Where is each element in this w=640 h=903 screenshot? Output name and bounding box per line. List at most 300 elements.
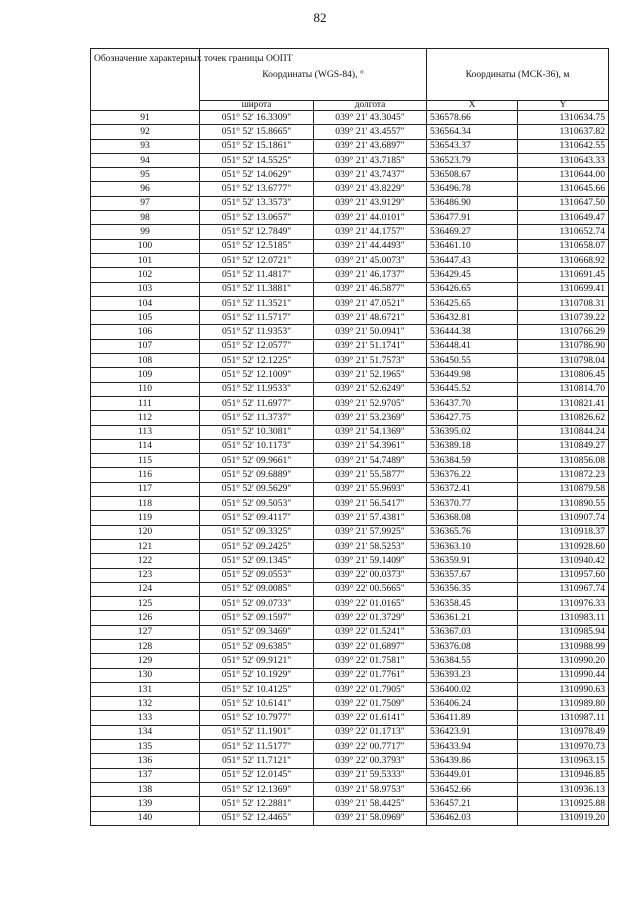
x-cell: 536432.81: [427, 311, 518, 325]
table-row: [91, 225, 609, 239]
point-number: 109: [91, 368, 200, 382]
header-longitude: долгота: [314, 101, 427, 111]
y-cell: 1310647.50: [518, 196, 609, 210]
table-row: [91, 511, 609, 525]
point-number: 104: [91, 296, 200, 310]
latitude-cell: 051° 52' 09.0733": [200, 597, 314, 611]
point-number: 133: [91, 711, 200, 725]
y-cell: 1310814.70: [518, 382, 609, 396]
table-row: [91, 168, 609, 182]
table-row: [91, 668, 609, 682]
table-row: [91, 454, 609, 468]
x-cell: 536384.55: [427, 654, 518, 668]
point-number: 112: [91, 411, 200, 425]
point-number: 105: [91, 311, 200, 325]
point-number: 103: [91, 282, 200, 296]
x-cell: 536365.76: [427, 525, 518, 539]
longitude-cell: 039° 21' 44.0101": [314, 211, 427, 225]
longitude-cell: 039° 21' 57.4381": [314, 511, 427, 525]
table-row: [91, 539, 609, 553]
x-cell: 536376.22: [427, 468, 518, 482]
table-row: [91, 125, 609, 139]
longitude-cell: 039° 21' 53.2369": [314, 411, 427, 425]
y-cell: 1310806.45: [518, 368, 609, 382]
longitude-cell: 039° 21' 54.1369": [314, 425, 427, 439]
point-number: 138: [91, 782, 200, 796]
point-number: 114: [91, 439, 200, 453]
latitude-cell: 051° 52' 11.6977": [200, 396, 314, 410]
table-row: [91, 525, 609, 539]
point-number: 97: [91, 196, 200, 210]
latitude-cell: 051° 52' 12.0145": [200, 768, 314, 782]
longitude-cell: 039° 21' 43.7437": [314, 168, 427, 182]
point-number: 134: [91, 725, 200, 739]
page-number: 82: [313, 10, 327, 25]
y-cell: 1310798.04: [518, 354, 609, 368]
latitude-cell: 051° 52' 09.9121": [200, 654, 314, 668]
table-row: [91, 239, 609, 253]
latitude-cell: 051° 52' 11.3521": [200, 296, 314, 310]
header-latitude: широта: [200, 101, 314, 111]
latitude-cell: 051° 52' 09.0553": [200, 568, 314, 582]
latitude-cell: 051° 52' 09.2425": [200, 539, 314, 553]
point-number: 111: [91, 396, 200, 410]
y-cell: 1310919.20: [518, 811, 609, 825]
table-row: [91, 382, 609, 396]
x-cell: 536359.91: [427, 554, 518, 568]
header-designation: Обозначение характерных точек границы ООПТ: [91, 49, 200, 111]
latitude-cell: 051° 52' 11.9533": [200, 382, 314, 396]
point-number: 135: [91, 740, 200, 754]
longitude-cell: 039° 21' 58.0969": [314, 811, 427, 825]
x-cell: 536450.55: [427, 354, 518, 368]
point-number: 136: [91, 754, 200, 768]
x-cell: 536370.77: [427, 497, 518, 511]
table-row: [91, 368, 609, 382]
longitude-cell: 039° 21' 58.9753": [314, 782, 427, 796]
y-cell: 1310645.66: [518, 182, 609, 196]
x-cell: 536477.91: [427, 211, 518, 225]
x-cell: 536508.67: [427, 168, 518, 182]
longitude-cell: 039° 22' 00.7717": [314, 740, 427, 754]
table-row: [91, 482, 609, 496]
x-cell: 536372.41: [427, 482, 518, 496]
latitude-cell: 051° 52' 11.5177": [200, 740, 314, 754]
point-number: 99: [91, 225, 200, 239]
latitude-cell: 051° 52' 12.1009": [200, 368, 314, 382]
longitude-cell: 039° 21' 52.1965": [314, 368, 427, 382]
longitude-cell: 039° 21' 44.4493": [314, 239, 427, 253]
longitude-cell: 039° 21' 43.7185": [314, 153, 427, 167]
y-cell: 1310856.08: [518, 454, 609, 468]
longitude-cell: 039° 21' 52.6249": [314, 382, 427, 396]
longitude-cell: 039° 21' 43.6897": [314, 139, 427, 153]
y-cell: 1310946.85: [518, 768, 609, 782]
longitude-cell: 039° 21' 55.5877": [314, 468, 427, 482]
x-cell: 536411.89: [427, 711, 518, 725]
latitude-cell: 051° 52' 11.7121": [200, 754, 314, 768]
y-cell: 1310957.60: [518, 568, 609, 582]
y-cell: 1310983.11: [518, 611, 609, 625]
table-row: [91, 282, 609, 296]
longitude-cell: 039° 21' 58.5253": [314, 539, 427, 553]
x-cell: 536429.45: [427, 268, 518, 282]
longitude-cell: 039° 22' 01.7509": [314, 697, 427, 711]
latitude-cell: 051° 52' 12.0577": [200, 339, 314, 353]
latitude-cell: 051° 52' 14.0629": [200, 168, 314, 182]
point-number: 121: [91, 539, 200, 553]
header-wgs84: Координаты (WGS-84), °: [200, 49, 427, 101]
latitude-cell: 051° 52' 11.3881": [200, 282, 314, 296]
table-row: [91, 296, 609, 310]
y-cell: 1310652.74: [518, 225, 609, 239]
longitude-cell: 039° 22' 01.7581": [314, 654, 427, 668]
y-cell: 1310849.27: [518, 439, 609, 453]
y-cell: 1310990.44: [518, 668, 609, 682]
latitude-cell: 051° 52' 13.3573": [200, 196, 314, 210]
longitude-cell: 039° 21' 46.1737": [314, 268, 427, 282]
latitude-cell: 051° 52' 09.6385": [200, 639, 314, 653]
x-cell: 536444.38: [427, 325, 518, 339]
table-row: [91, 439, 609, 453]
x-cell: 536457.21: [427, 797, 518, 811]
y-cell: 1310668.92: [518, 253, 609, 267]
x-cell: 536439.86: [427, 754, 518, 768]
point-number: 137: [91, 768, 200, 782]
latitude-cell: 051° 52' 11.3737": [200, 411, 314, 425]
longitude-cell: 039° 21' 54.3961": [314, 439, 427, 453]
header-x: X: [427, 101, 518, 111]
table-row: [91, 582, 609, 596]
point-number: 98: [91, 211, 200, 225]
table-row: [91, 811, 609, 825]
longitude-cell: 039° 22' 01.7905": [314, 682, 427, 696]
table-row: [91, 654, 609, 668]
point-number: 128: [91, 639, 200, 653]
header-msk36: Координаты (МСК-36), м: [427, 49, 609, 101]
longitude-cell: 039° 21' 55.9693": [314, 482, 427, 496]
point-number: 101: [91, 253, 200, 267]
latitude-cell: 051° 52' 12.5185": [200, 239, 314, 253]
table-row: [91, 768, 609, 782]
x-cell: 536400.02: [427, 682, 518, 696]
latitude-cell: 051° 52' 11.9353": [200, 325, 314, 339]
table-row: [91, 268, 609, 282]
x-cell: 536449.98: [427, 368, 518, 382]
latitude-cell: 051° 52' 10.3081": [200, 425, 314, 439]
y-cell: 1310643.33: [518, 153, 609, 167]
point-number: 94: [91, 153, 200, 167]
point-number: 125: [91, 597, 200, 611]
latitude-cell: 051° 52' 12.1369": [200, 782, 314, 796]
table-row: [91, 711, 609, 725]
y-cell: 1310940.42: [518, 554, 609, 568]
latitude-cell: 051° 52' 16.3309": [200, 111, 314, 125]
x-cell: 536445.52: [427, 382, 518, 396]
longitude-cell: 039° 21' 58.4425": [314, 797, 427, 811]
point-number: 126: [91, 611, 200, 625]
x-cell: 536389.18: [427, 439, 518, 453]
point-number: 119: [91, 511, 200, 525]
table-row: [91, 468, 609, 482]
longitude-cell: 039° 21' 43.9129": [314, 196, 427, 210]
longitude-cell: 039° 21' 52.9705": [314, 396, 427, 410]
latitude-cell: 051° 52' 09.5629": [200, 482, 314, 496]
y-cell: 1310990.20: [518, 654, 609, 668]
longitude-cell: 039° 21' 45.0073": [314, 253, 427, 267]
longitude-cell: 039° 21' 44.1757": [314, 225, 427, 239]
latitude-cell: 051° 52' 12.0721": [200, 253, 314, 267]
x-cell: 536447.43: [427, 253, 518, 267]
latitude-cell: 051° 52' 10.1173": [200, 439, 314, 453]
point-number: 130: [91, 668, 200, 682]
y-cell: 1310978.49: [518, 725, 609, 739]
x-cell: 536376.08: [427, 639, 518, 653]
table-row: [91, 425, 609, 439]
y-cell: 1310872.23: [518, 468, 609, 482]
point-number: 124: [91, 582, 200, 596]
table-row: [91, 153, 609, 167]
y-cell: 1310766.29: [518, 325, 609, 339]
longitude-cell: 039° 21' 48.6721": [314, 311, 427, 325]
longitude-cell: 039° 21' 46.5877": [314, 282, 427, 296]
latitude-cell: 051° 52' 14.5525": [200, 153, 314, 167]
table-row: [91, 311, 609, 325]
longitude-cell: 039° 22' 01.6141": [314, 711, 427, 725]
table-row: [91, 782, 609, 796]
latitude-cell: 051° 52' 12.4465": [200, 811, 314, 825]
latitude-cell: 051° 52' 15.1861": [200, 139, 314, 153]
point-number: 127: [91, 625, 200, 639]
y-cell: 1310918.37: [518, 525, 609, 539]
latitude-cell: 051° 52' 09.9661": [200, 454, 314, 468]
point-number: 131: [91, 682, 200, 696]
x-cell: 536486.90: [427, 196, 518, 210]
y-cell: 1310637.82: [518, 125, 609, 139]
x-cell: 536406.24: [427, 697, 518, 711]
point-number: 122: [91, 554, 200, 568]
y-cell: 1310987.11: [518, 711, 609, 725]
table-row: [91, 339, 609, 353]
latitude-cell: 051° 52' 12.7849": [200, 225, 314, 239]
table-row: [91, 396, 609, 410]
y-cell: 1310691.45: [518, 268, 609, 282]
point-number: 117: [91, 482, 200, 496]
longitude-cell: 039° 22' 00.3793": [314, 754, 427, 768]
latitude-cell: 051° 52' 09.6889": [200, 468, 314, 482]
longitude-cell: 039° 21' 43.3045": [314, 111, 427, 125]
table-row: [91, 354, 609, 368]
latitude-cell: 051° 52' 09.4117": [200, 511, 314, 525]
latitude-cell: 051° 52' 10.6141": [200, 697, 314, 711]
table-row: [91, 754, 609, 768]
x-cell: 536384.59: [427, 454, 518, 468]
point-number: 93: [91, 139, 200, 153]
table-row: [91, 568, 609, 582]
x-cell: 536358.45: [427, 597, 518, 611]
x-cell: 536437.70: [427, 396, 518, 410]
x-cell: 536361.21: [427, 611, 518, 625]
x-cell: 536449.01: [427, 768, 518, 782]
y-cell: 1310658.07: [518, 239, 609, 253]
point-number: 139: [91, 797, 200, 811]
table-body: [91, 111, 609, 826]
x-cell: 536425.65: [427, 296, 518, 310]
x-cell: 536452.66: [427, 782, 518, 796]
latitude-cell: 051° 52' 11.1901": [200, 725, 314, 739]
latitude-cell: 051° 52' 09.5053": [200, 497, 314, 511]
table-row: [91, 411, 609, 425]
y-cell: 1310634.75: [518, 111, 609, 125]
latitude-cell: 051° 52' 11.5717": [200, 311, 314, 325]
x-cell: 536426.65: [427, 282, 518, 296]
point-number: 91: [91, 111, 200, 125]
y-cell: 1310976.33: [518, 597, 609, 611]
table-row: [91, 139, 609, 153]
point-number: 118: [91, 497, 200, 511]
y-cell: 1310970.73: [518, 740, 609, 754]
longitude-cell: 039° 22' 00.0373": [314, 568, 427, 582]
x-cell: 536423.91: [427, 725, 518, 739]
x-cell: 536433.94: [427, 740, 518, 754]
table-row: [91, 554, 609, 568]
coordinates-table: [90, 48, 609, 826]
table-row: [91, 497, 609, 511]
table-row: [91, 740, 609, 754]
latitude-cell: 051° 52' 10.4125": [200, 682, 314, 696]
y-cell: 1310989.80: [518, 697, 609, 711]
y-cell: 1310708.31: [518, 296, 609, 310]
y-cell: 1310925.88: [518, 797, 609, 811]
y-cell: 1310644.00: [518, 168, 609, 182]
y-cell: 1310907.74: [518, 511, 609, 525]
table-row: [91, 211, 609, 225]
x-cell: 536461.10: [427, 239, 518, 253]
y-cell: 1310826.62: [518, 411, 609, 425]
latitude-cell: 051° 52' 15.8665": [200, 125, 314, 139]
latitude-cell: 051° 52' 09.3469": [200, 625, 314, 639]
table-row: [91, 111, 609, 125]
point-number: 108: [91, 354, 200, 368]
longitude-cell: 039° 21' 54.7489": [314, 454, 427, 468]
x-cell: 536496.78: [427, 182, 518, 196]
y-cell: 1310649.47: [518, 211, 609, 225]
y-cell: 1310879.58: [518, 482, 609, 496]
point-number: 107: [91, 339, 200, 353]
x-cell: 536543.37: [427, 139, 518, 153]
y-cell: 1310844.24: [518, 425, 609, 439]
latitude-cell: 051° 52' 10.7977": [200, 711, 314, 725]
table-row: [91, 196, 609, 210]
longitude-cell: 039° 21' 59.5333": [314, 768, 427, 782]
y-cell: 1310928.60: [518, 539, 609, 553]
longitude-cell: 039° 21' 47.0521": [314, 296, 427, 310]
x-cell: 536578.66: [427, 111, 518, 125]
latitude-cell: 051° 52' 09.1597": [200, 611, 314, 625]
table-row: [91, 325, 609, 339]
latitude-cell: 051° 52' 11.4817": [200, 268, 314, 282]
y-cell: 1310963.15: [518, 754, 609, 768]
latitude-cell: 051° 52' 10.1929": [200, 668, 314, 682]
table-row: [91, 639, 609, 653]
longitude-cell: 039° 21' 43.8229": [314, 182, 427, 196]
y-cell: 1310985.94: [518, 625, 609, 639]
y-cell: 1310988.99: [518, 639, 609, 653]
x-cell: 536363.10: [427, 539, 518, 553]
longitude-cell: 039° 21' 59.1409": [314, 554, 427, 568]
x-cell: 536564.34: [427, 125, 518, 139]
y-cell: 1310786.90: [518, 339, 609, 353]
x-cell: 536356.35: [427, 582, 518, 596]
point-number: 123: [91, 568, 200, 582]
point-number: 95: [91, 168, 200, 182]
longitude-cell: 039° 21' 50.0941": [314, 325, 427, 339]
longitude-cell: 039° 21' 57.9925": [314, 525, 427, 539]
y-cell: 1310890.55: [518, 497, 609, 511]
header-y: Y: [518, 101, 609, 111]
table-row: [91, 697, 609, 711]
longitude-cell: 039° 22' 01.6897": [314, 639, 427, 653]
point-number: 106: [91, 325, 200, 339]
longitude-cell: 039° 21' 43.4557": [314, 125, 427, 139]
point-number: 113: [91, 425, 200, 439]
x-cell: 536357.67: [427, 568, 518, 582]
y-cell: 1310821.41: [518, 396, 609, 410]
x-cell: 536367.03: [427, 625, 518, 639]
longitude-cell: 039° 22' 01.5241": [314, 625, 427, 639]
x-cell: 536427.75: [427, 411, 518, 425]
point-number: 132: [91, 697, 200, 711]
point-number: 100: [91, 239, 200, 253]
latitude-cell: 051° 52' 12.1225": [200, 354, 314, 368]
x-cell: 536448.41: [427, 339, 518, 353]
longitude-cell: 039° 21' 51.1741": [314, 339, 427, 353]
table-row: [91, 682, 609, 696]
x-cell: 536469.27: [427, 225, 518, 239]
point-number: 140: [91, 811, 200, 825]
x-cell: 536368.08: [427, 511, 518, 525]
point-number: 120: [91, 525, 200, 539]
point-number: 116: [91, 468, 200, 482]
latitude-cell: 051° 52' 09.1345": [200, 554, 314, 568]
table-row: [91, 597, 609, 611]
table-row: [91, 725, 609, 739]
latitude-cell: 051° 52' 13.0657": [200, 211, 314, 225]
latitude-cell: 051° 52' 09.0085": [200, 582, 314, 596]
longitude-cell: 039° 21' 51.7573": [314, 354, 427, 368]
y-cell: 1310967.74: [518, 582, 609, 596]
longitude-cell: 039° 22' 00.5665": [314, 582, 427, 596]
longitude-cell: 039° 22' 01.3729": [314, 611, 427, 625]
longitude-cell: 039° 22' 01.1713": [314, 725, 427, 739]
latitude-cell: 051° 52' 09.3325": [200, 525, 314, 539]
table-row: [91, 625, 609, 639]
table-row: [91, 797, 609, 811]
longitude-cell: 039° 22' 01.0165": [314, 597, 427, 611]
point-number: 96: [91, 182, 200, 196]
table-row: [91, 182, 609, 196]
x-cell: 536523.79: [427, 153, 518, 167]
y-cell: 1310699.41: [518, 282, 609, 296]
x-cell: 536395.02: [427, 425, 518, 439]
table-row: [91, 611, 609, 625]
latitude-cell: 051° 52' 13.6777": [200, 182, 314, 196]
y-cell: 1310936.13: [518, 782, 609, 796]
table-row: [91, 253, 609, 267]
longitude-cell: 039° 21' 56.5417": [314, 497, 427, 511]
y-cell: 1310990.63: [518, 682, 609, 696]
x-cell: 536393.23: [427, 668, 518, 682]
